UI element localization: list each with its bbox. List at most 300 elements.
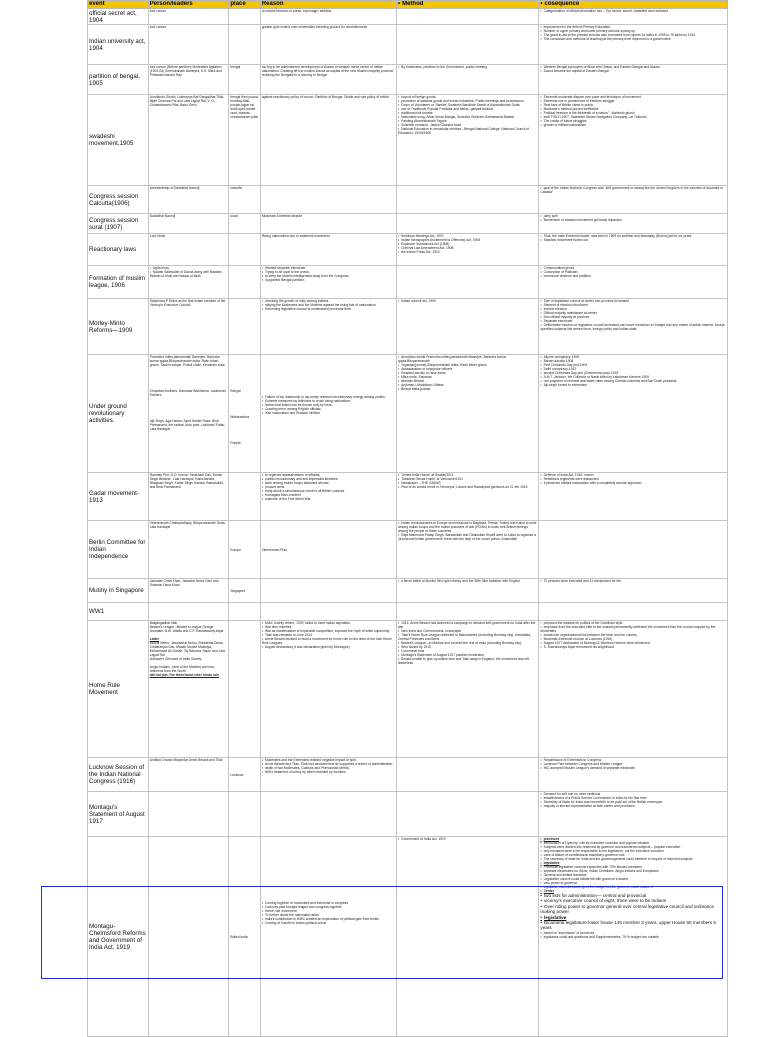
list-item: • bring about a simultaneous revolt in all British colonies [262,489,395,493]
event-cell[interactable]: Reactionary laws [88,234,149,266]
list-item: • majority of elected representative at both center and provinces [540,804,726,808]
list-item: • Subjects were divided into reserved-by governor and transferred subjects – popular executive. [540,845,726,849]
list-item: • emphasis from the educated elite to the masses permanently deflected the movement from the course mapped by the Moderates. [540,625,726,633]
list-item: • promotion of swadesi goods and Indian industries- Public meetings and processions [398,99,537,103]
list-item: • publish revolutionary and anti-imperialist literature, [262,477,395,481]
method-cell[interactable] [396,792,538,837]
consequence-cell[interactable] [539,186,728,214]
person-cell[interactable]: Ambika Charan Majumdar Annie Besant and Tilak [148,758,229,792]
history-table [87,0,728,1037]
table-row [88,521,728,579]
place-cell[interactable]: bengal then poona-bombay-tilak, punjab-lajpat rai, delhi-syed haider raza, madras-chidambaram pillai [229,95,260,186]
reason-cell[interactable] [260,186,396,214]
table-row [88,234,728,266]
list-item: • INC accepted Muslim League's demand of separate electorate. [540,766,726,770]
list-item: • National Education in vernacular medium. -Bengal National College, National Council of Education, 15/08/1906 [398,127,537,135]
consequence-cell[interactable] [539,579,728,603]
list-item: • to organise assassinations of officials, [262,473,395,477]
list-item: • Readmission of Extremists to Congress [540,758,726,762]
list-item: • Conception of Pakistan [540,270,726,274]
list-item: • Anjuman-i-Mohibban-i-Watan [398,383,537,387]
list-item: • legislators could ask questions and Supplementaries, 75 % budget non votable [540,935,726,939]
place-label: Bengal [230,389,241,393]
consequence-cell[interactable] [539,837,728,1037]
list-item: • Categorisation of official information into – Top secret, secret, classified and restricted [540,9,726,13]
person-cell[interactable]: Lord Minto [148,234,229,266]
list-item: • use of Traditional Popular Festivals and Melas- ganpati festival, [398,107,537,111]
list-item: • 'United India House' at Seattle(2011 [398,473,537,477]
person-cell[interactable]: lord curzon [148,9,229,25]
list-item: • Lucknow pact brought league and congress together [262,905,395,909]
list-item: • Nawab Salimullah of Dacca along with Nawabs Mohsin-ul-Mulk and Waqar-ul-Mulk [150,270,228,278]
list-item: • Indian revolutionaries in Europe sent missions to Baghdad, Persia, Turkey and Kabul to work among Indian troops and the Indian prisoners of war (POWs) to incite anti-British feelings among the people of these countries [398,521,537,533]
person-cell[interactable]: lord curzon (Before partition) Moderates Agitation (1903-05) Surendranath Banerjea, K.K. Mitra and Prithwishchandra Ray [148,65,229,95]
place-cell[interactable] [229,473,260,521]
list-item: • provinces [540,837,726,841]
list-item: • Deliberative function of legislative council increased-can move resolution on budget and any matter of public interest, except specified subjects like armed force, foreign policy and Indian state. [540,323,726,331]
event-cell[interactable]: Home Rule Movement [88,621,149,758]
consequence-cell[interactable] [539,603,728,621]
place-cell[interactable] [229,25,260,65]
list-item: • Failure of top leadership to tap newly released revolutionary energy among youths. [262,395,395,399]
method-cell[interactable] [396,603,538,621]
list-item: • death of two Moderates, Gokhale and Pherozshah Mehta, [262,766,395,770]
list-item: • Official majority maintained at center [540,311,726,315]
list-item: • a fierce battle of Muslim 5th Light Infantry and the 36th Sikh battalion with English [398,579,537,583]
table-row [88,355,728,473]
person-cell[interactable] [148,792,229,837]
list-item: • Who fizzled by 1919 [398,645,537,649]
list-item: • Extremist rise in prominence in freedom struggle. [540,99,726,103]
list-item: • Corps of Volunteers or 'Samitis'-Swadesh Bandhab Samiti of Ashwinikumar Dutta [398,103,537,107]
list-item: • Raja Mahendra Pratap Singh, Barkatullah and Obaidullah Sindhi went to Kabul to organise a 'provisional Indian government' there with the help of the crown prince, Amanullah [398,533,537,541]
list-item: • Coming together of moderates and extremist in congress [262,901,395,905]
method-cell[interactable] [396,473,538,521]
place-cell[interactable]: surat [229,214,260,234]
table-row [88,473,728,521]
list-item: • War as manifestation of imperialist competition, exposed the myth of white superiority [262,629,395,633]
consequence-cell[interactable] [539,758,728,792]
list-item: • Montagu's Statement of August 1917 pacified moderates [398,653,537,657]
person-line: Anglo-Indians, most of the Muslims and non-brahmins from the South [149,665,215,673]
list-item: • Nationalist song- Amar Sonar Bangla, Sudesha Gurtham-Subramania Bharati [398,115,537,119]
event-cell[interactable]: Montagu-Chelmsford Reforms and Government of India Act, 1919 [88,837,149,1037]
list-item: • second Christmas Day plot (Zimmerman plan-1915 [540,371,726,375]
list-item: • Swadesi movement fizzled out [540,238,726,242]
list-item: • The cradle of future struggles [540,119,726,123]
reason-cell[interactable]: Zimmerman Plan [260,521,396,579]
person-line: did not join- For them home rule= hindu rule [149,673,220,677]
list-item: • Dacca became the capital of Eastern Bengal [540,69,726,73]
list-item: • traditional folk theatre [398,111,537,115]
list-item: • boycot of foreign goods, [398,95,537,99]
list-item: • separate electorates for Sikhs, Indian Christians, Anglo-Indians and Europeans [540,869,726,873]
list-item: • Swadesi dacoity to raise funds [398,371,537,375]
list-item: • Coming of Gandhi in indian political scene [262,921,395,925]
consequence-cell[interactable] [539,25,728,65]
table-row [88,95,728,186]
list-item: • Indian council act, 1909 [398,299,537,303]
header-place[interactable]: place [229,1,260,9]
consequence-cell[interactable] [539,355,728,473]
list-item: • Ajit singh turned to extremism [540,383,726,387]
list-item: • The grant-in-aid to the primary schools also increased from rupees 44 lakhs in 1905 to 75 lakhs by 1912. [540,33,726,37]
place-cell[interactable] [229,621,260,758]
table-row [88,603,728,621]
list-item: • Alipore conspiracy-1908 [540,355,726,359]
list-item: • Bharat Mata-journal [398,387,537,391]
reason-cell[interactable] [260,473,396,521]
list-item: • Indian Newspapers (Incitement to Offences) Act, 1908 [398,238,537,242]
list-item: • non-payment of revenue and water rates among Chenab colonists and Bari Doab peasants [540,379,726,383]
list-item: • Non official majority at province [540,315,726,319]
list-item: • procure arms [262,485,395,489]
list-item: • India's contribution in WW1 created an expectation of political gain from british [262,917,395,921]
list-item: • Demand for self rule no more seditious [540,792,726,796]
place-cell[interactable]: Europe [229,521,260,579]
list-item: • By moderates- petitions to the Government, public meeting [398,65,537,69]
reason-cell[interactable]: against reactionary policy of curzon. Partition of Bengal. Divide and rule policy of british. [260,95,396,186]
list-item: • Seditious Meetings Act, 1907; [398,234,537,238]
list-item: • Moderate's method proved ineffective. [540,107,726,111]
list-item: • prepared the masses for politics of the Gandhian style. [540,621,726,625]
list-item: • based on 'importance' of provinces [540,931,726,935]
place-cell[interactable]: British India [229,837,260,1037]
method-cell[interactable] [396,266,538,299]
method-cell[interactable] [396,621,538,758]
list-item: • Lucknow Pact between Congress and Muslim League [540,762,726,766]
place-cell[interactable] [229,266,260,299]
consequence-cell[interactable] [539,299,728,355]
event-cell[interactable]: Berlin Committee for Indian Independence [88,521,149,579]
list-item: • Rebellious regiments were disbanded [540,477,726,481]
event-cell[interactable]: WW1 [88,603,149,621]
method-cell[interactable] [396,214,538,234]
list-item: • General and limited franchise [540,873,726,877]
list-item: • Tilak, the main Extremist leader, was tried in 1909 for sedition and Mandalay (Burma) jail for six years. [540,234,726,238]
person-cell[interactable]: Virendranath Chattopadhyay, Bhupendranath Dutta, Lala Hardayal [148,521,229,579]
reason-cell[interactable]: Rising nationalism due to swadeshi movement [260,234,396,266]
list-item: • the Indian Press Act, 1910. [398,250,537,254]
person-line: Balgangadhar tilak [149,621,178,625]
reason-cell[interactable] [260,579,396,603]
reason-cell[interactable] [260,837,396,1037]
person-line: Gokhale's Servants of India Society [149,657,202,661]
consequence-cell[interactable] [539,95,728,186]
list-item: • Separate electorate [540,319,726,323]
list-item: • Over riding power to governor general over central legislative council and ordinance making power [540,904,726,915]
table-row [88,621,728,758]
method-cell[interactable] [396,299,538,355]
method-cell[interactable] [396,579,538,603]
list-item: • Moderates and the Extremists realised negative impact of split [262,758,395,762]
list-item: • War time miseries [262,625,395,629]
list-item: • Tilak was released in June 1914 [262,633,395,637]
person-cell[interactable]: Satyendra P Sinha as the first Indian member of the Viceroy's Executive Council. [148,299,229,355]
place-cell[interactable] [229,355,260,473]
place-cell[interactable]: Lucknow [229,758,260,792]
table-row [88,266,728,299]
person-group: Pramotha mitter,jatindranath Banerjee, Barindra kumar gupta,Bhupendranath dutta, Rash bihari ghosh, Sachin sanyal, Prafull chaki, Khudiram bose [149,355,225,367]
list-item: • growth of militant nationalism [540,123,726,127]
consequence-cell[interactable] [539,792,728,837]
list-item: • outbreak of the First World War [262,497,395,501]
table-row [88,214,728,234]
list-item: • rallying the Moderates and the Muslims against the rising tide of nationalism [262,303,395,307]
list-item: • created an organisational link between the town and the country [540,633,726,637]
method-cell[interactable] [396,521,538,579]
list-item: • Moderate-Extremist reunion at Lucknow (1916) [540,637,726,641]
list-item: • Political freedom is the lifebreath of a nation."- Aurbindo ghosh [540,111,726,115]
table-row [88,9,728,25]
person-line: Latter [149,637,159,641]
list-item: • Mitra mela- Savarkar [398,375,537,379]
reason-cell[interactable] [260,792,396,837]
list-item: • Komagata Maru incident [262,493,395,497]
reason-cell[interactable] [260,603,396,621]
list-item: • Element of election introduced [540,303,726,307]
consequence-cell[interactable] [539,521,728,579]
person-cell[interactable] [148,266,229,299]
person-cell[interactable]: Jamadar Chisti Khan, Jamadar Abdul Gani and Subedar Daud Khan [148,579,229,603]
event-cell[interactable]: Lucknow Session of the Indian National Congress (1916) [88,758,149,792]
list-item: • veto power to governor [540,881,726,885]
person-cell[interactable] [148,603,229,621]
list-item: • Indirect election [540,307,726,311]
method-cell[interactable] [396,355,538,473]
method-cell[interactable] [396,186,538,214]
list-item: • 'Swadesh Sevak Home' at Vancouver1911 [398,477,537,481]
list-item: • Center [540,889,726,893]
list-item: • August declaration( it was declaration given by Montague) [262,645,395,649]
list-item: • The secretary of state for India and the governorgeneral could interfere in respect of reserved subjects [540,857,726,861]
place-cell[interactable] [229,603,260,621]
list-item: • Western Bengal synonyms of Bihar and Orissa, and Eastern Bengal and Assam. [540,65,726,69]
event-cell[interactable]: Morley-Minto Reforms—1909 [88,299,149,355]
method-cell[interactable] [396,95,538,186]
list-item: • Wanted separate electorate [262,266,395,270]
list-item: • two lists for administration— central and provincial [540,893,726,898]
list-item: • To further divide the nationalist ranks. [262,913,395,917]
method-cell[interactable] [396,25,538,65]
place-cell[interactable] [229,9,260,25]
list-item: • S. Subramaniya Aiyar renounced his knighthood [540,645,726,649]
list-item: • Government of India Act, 1919 [398,837,537,841]
list-item: • establishment of a Public Service Commission in India for the first time [540,796,726,800]
list-item: • August 1917 declaration of Montagu & Montford reforms were influenced. [540,641,726,645]
event-cell[interactable]: Montagu's Statement of August 1917 [88,792,149,837]
person-line: Besant's League –Besant's League George Arundale, B.W. Wadia and C.P. Ramaswamy Aiyar [149,625,224,633]
reason-cell[interactable] [260,266,396,299]
list-item: • legislative councils could reject the budget but the governor could restore it [540,885,726,889]
place-cell[interactable]: calcutta [229,186,260,214]
place-cell[interactable] [229,299,260,355]
method-cell[interactable] [396,837,538,1037]
list-item: • New India and Commonweal- newspaper [398,629,537,633]
header-event[interactable]: event [88,1,149,9]
list-item: • Abhinav Bharat [398,379,537,383]
list-item: • Communalism grows [540,266,726,270]
list-item: • Scientific research- Jadish Chandra bose [398,123,537,127]
consequence-cell[interactable] [539,234,728,266]
consequence-cell[interactable] [539,621,728,758]
list-item: • Secretary of State for India was henceforth to be paid out of the British exchequer [540,800,726,804]
list-item: • Annie Besant decided to build a movement for home rule on the lines of the Irish Home Rule Leagues [262,637,395,645]
table-row [88,65,728,95]
event-cell[interactable]: Congress session Calcutta(1906) [88,186,149,214]
list-item: • Delhi conspiracy-1912 [540,367,726,371]
list-item: • legislative [540,861,726,865]
list-item: • Introduction of Dyarchy- rule by executive councilor and popular minister [540,841,726,845]
list-item: • Assassination of unpopular officers [398,367,537,371]
list-item: • Barrah dacoity-1908 [540,359,726,363]
person-cell[interactable]: Aurobindo Ghosh, Lokmanya Bal Gangadhar Tilak, Bipin Chandra Pal and Lala Lajpat Rai, V. O. Chidambaram Pillai, Babu Genu [148,95,229,186]
list-item: • work among Indian troops stationed abroad, [262,481,395,485]
list-item: • estb TISCO,1907, Swadeshi Steam Navigation Company—at Tuticorin, [540,115,726,119]
list-item: • 1915, Annie Besant had launched a campaign to demand self-government for India after the war [398,621,537,629]
list-item: • Provincial legislative councils expanded with 70% elected members [540,865,726,869]
worksheet [87,0,728,1024]
list-item: • Extremist-moderate dispute over pace and technique of movement. [540,95,726,99]
list-item: • Defence of India Act, 1915- march [540,473,726,477]
list-item: • only ministers were to be responsible to the legislature, not the executive councilor [540,849,726,853]
list-item: • Communal riots [398,649,537,653]
reason-cell[interactable] [260,758,396,792]
method-cell[interactable] [396,9,538,25]
list-item: • A.M.T. Jackson, the Collector of Nasik killed by Lakshman Karhere 1909 [540,375,726,379]
person-cell[interactable] [148,355,229,473]
header-reason[interactable]: Reason [260,1,396,9]
list-item: • legislative [540,915,726,920]
header-row [88,1,728,9]
list-item: • improvement in the field of Primary Education. [540,25,726,29]
list-item: • Besant's League—in Madras and covered the rest of India (including Bombay city). [398,641,537,645]
reason-cell[interactable] [260,355,396,473]
event-cell[interactable]: Gadar movement-1913 [88,473,149,521]
event-cell[interactable]: Congress session surat (1907) [88,214,149,234]
consequence-cell[interactable] [539,9,728,25]
method-cell[interactable] [396,65,538,95]
person-line: Motilal Nehru, Jawaharlal Nehru, Bhulabhai Desai, Chittaranjan Das, Madan Mohan Malaviya, Mohammad Ali Jinnah, Tej Bahadur Sapru and Lala Lajpat Rai. [149,641,225,657]
list-item: • viceroy's executive council of eight, three were to be Indians [540,898,726,903]
header-method[interactable]: • Method [396,1,538,9]
person-cell[interactable]: lord curzon [148,25,229,65]
list-item: • First Christmas Day plot-1909 [540,363,726,367]
header-consequence[interactable]: • cosequence [539,1,728,9]
reason-cell[interactable]: Moderate-Extremist dispute [260,214,396,234]
list-item: • Besant unable to give a positive lead and Tilak away in England, the movement was left leaderless [398,657,537,665]
event-cell[interactable]: Mutiny in Singapore [88,579,149,603]
list-item: • Painting-Abanindranath Tagore [398,119,537,123]
table-row [88,758,728,792]
list-item: • Real face of British came in public. [540,103,726,107]
event-cell[interactable]: swadeshi movement,1905 [88,95,149,186]
list-item: • Criminal Law Amendment Act, 1908; [398,246,537,250]
consequence-cell[interactable] [539,266,728,299]
list-item: • Bicameral legislature-lower house 145 member 3 years, upper House 60 members 5 years [540,920,726,931]
list-item: • case of failure of constitutional machinery-governor rule [540,853,726,857]
event-cell[interactable]: partition of bengal, 1905 [88,65,149,95]
list-item: • Creating terror among English officials [262,407,395,411]
place-cell[interactable]: bengal [229,65,260,95]
list-item: • Number of upper primary and lower primary schools sprang up. [540,29,726,33]
event-cell[interactable]: Indian university act, 1904 [88,25,149,65]
list-item: • Size of legislative council at center and province increased [540,299,726,303]
consequence-cell[interactable] [539,473,728,521]
list-item: • Home rule movement [262,909,395,913]
list-item: • Notion that british can be thrown only by force- [262,403,395,407]
list-item: • Agha khan, [150,266,228,270]
method-cell[interactable] [396,234,538,266]
place-label: Maharashtra [230,415,249,419]
table-row [88,299,728,355]
list-item: • It preached militant nationalism with a completely secular approach [540,481,726,485]
list-item: • 37 persons were executed and 41 transported for life. [540,579,726,583]
method-cell[interactable] [396,758,538,792]
list-item: • Newspaper – THE GADAR [398,481,537,485]
consequence-cell[interactable] [539,65,728,95]
person-cell[interactable] [148,837,229,1037]
list-item: • Trying to be loyal to the crown- [262,270,395,274]
table-row [88,579,728,603]
reason-cell[interactable]: too big to be administered development of Assam to weaken nerve centre of Indian nationalism. Creating rift b/w muslim-Dacca as capital of the new Muslim majority province reducing the Bengalis to a minority in Bengal [260,65,396,95]
list-item: • Tilak's Home Rule League-restricted to Maharashtra (excluding Bombay city), Karnataka, Central Provinces and Berar [398,633,537,641]
list-item: • party split [540,214,726,218]
list-item: • Momentum of swadesi movement got badly impacted. [540,218,726,222]
person-cell[interactable]: Ramdas Puri, G.D. Kumar, Tarakhath Das, Sohan Singh Bhakna , Lala Hardayal, Ramchandra, Bhagwan Singh, Kartar Singh Saraba, Barkatullah, and Bhai Parmanand [148,473,229,521]
list-item: • Irish nationalism and Russian nihilism [262,411,395,415]
place-cell[interactable] [229,792,260,837]
event-cell[interactable]: Formation of muslim league, 1906 [88,266,149,299]
list-item: • Yugantar(journal)-Bhupendranath dutta, Rash bihari ghosh [398,363,537,367]
event-cell[interactable]: official secret act, 1904 [88,9,149,25]
list-item: • checking the growth of unity among Indians [262,299,395,303]
consequence-cell[interactable] [539,214,728,234]
list-item: • Anushilan samiti-Pramotha mitter,jatindranath Banerjee, Barindra kumar gupta,Bhupendranath [398,355,537,363]
list-item: • Annie Besant and Tilak- Tilak had declared that he supported a reform of administration [262,762,395,766]
list-item: • Explosive Substances Act (1908) [398,242,537,246]
place-cell[interactable]: Singapore [229,579,260,603]
list-item: • The curriculum and methods of teaching at the primary level improved to a great extent. [540,37,726,41]
reason-cell[interactable] [260,621,396,758]
reason-cell[interactable]: greater govt control over universities-breeding ground for revolutionaries [260,25,396,65]
list-item: • to keep the Muslim intelligentsia away from the Congress. [262,274,395,278]
event-cell[interactable]: Under ground revolutionary activities. [88,355,149,473]
list-item: • Reforming legislative council at centeraland provincial level. [262,307,395,311]
person-cell[interactable] [148,621,229,758]
place-cell[interactable] [229,234,260,266]
table-row [88,25,728,65]
table-row [88,186,728,214]
place-label: Punjab [230,441,241,445]
header-person[interactable]: Person/leaders [148,1,229,9]
list-item: • Supported Bengal partition, [262,278,395,282]
person-group: Chapekar brothers, Damodar Balkrishna, Lakshman Karhere, [149,389,226,397]
list-item: • communal violence and partition. [540,274,726,278]
person-cell[interactable]: presidentship of Dadabhai Naoroji [148,186,229,214]
table-row [88,792,728,837]
person-group: Ajit Singh, Aga Haidar, Syed Haider Raza, Bhai Parmanand, the radical Urdu poet, Lalchand 'Falak, Lala Hardayal [149,419,225,431]
table-row [88,837,728,1037]
reason-cell[interactable]: to restrict freedom of press, expionage, sedition. [260,9,396,25]
person-cell[interactable]: Dadabhai Naoroji [148,214,229,234]
list-item: • Moto- mainly reform, 1909, failed to meet indian aspiration. [262,621,395,625]
list-item: • WW1 treatment of turkey by allied resented by muslims [262,770,395,774]
list-item: • Legislative council could initiate bill with governor's assent, [540,877,726,881]
list-item: • Plan of an armed revolt in Ferozepur, Lahore and Rawalpindi garrisons on 21 feb 1915 [398,485,537,489]
reason-cell[interactable] [260,299,396,355]
list-item: • goal of the Indian National Congress was "self-government or swaraj like the United Kingdom or the colonies of Australia or Canada" [540,186,726,194]
